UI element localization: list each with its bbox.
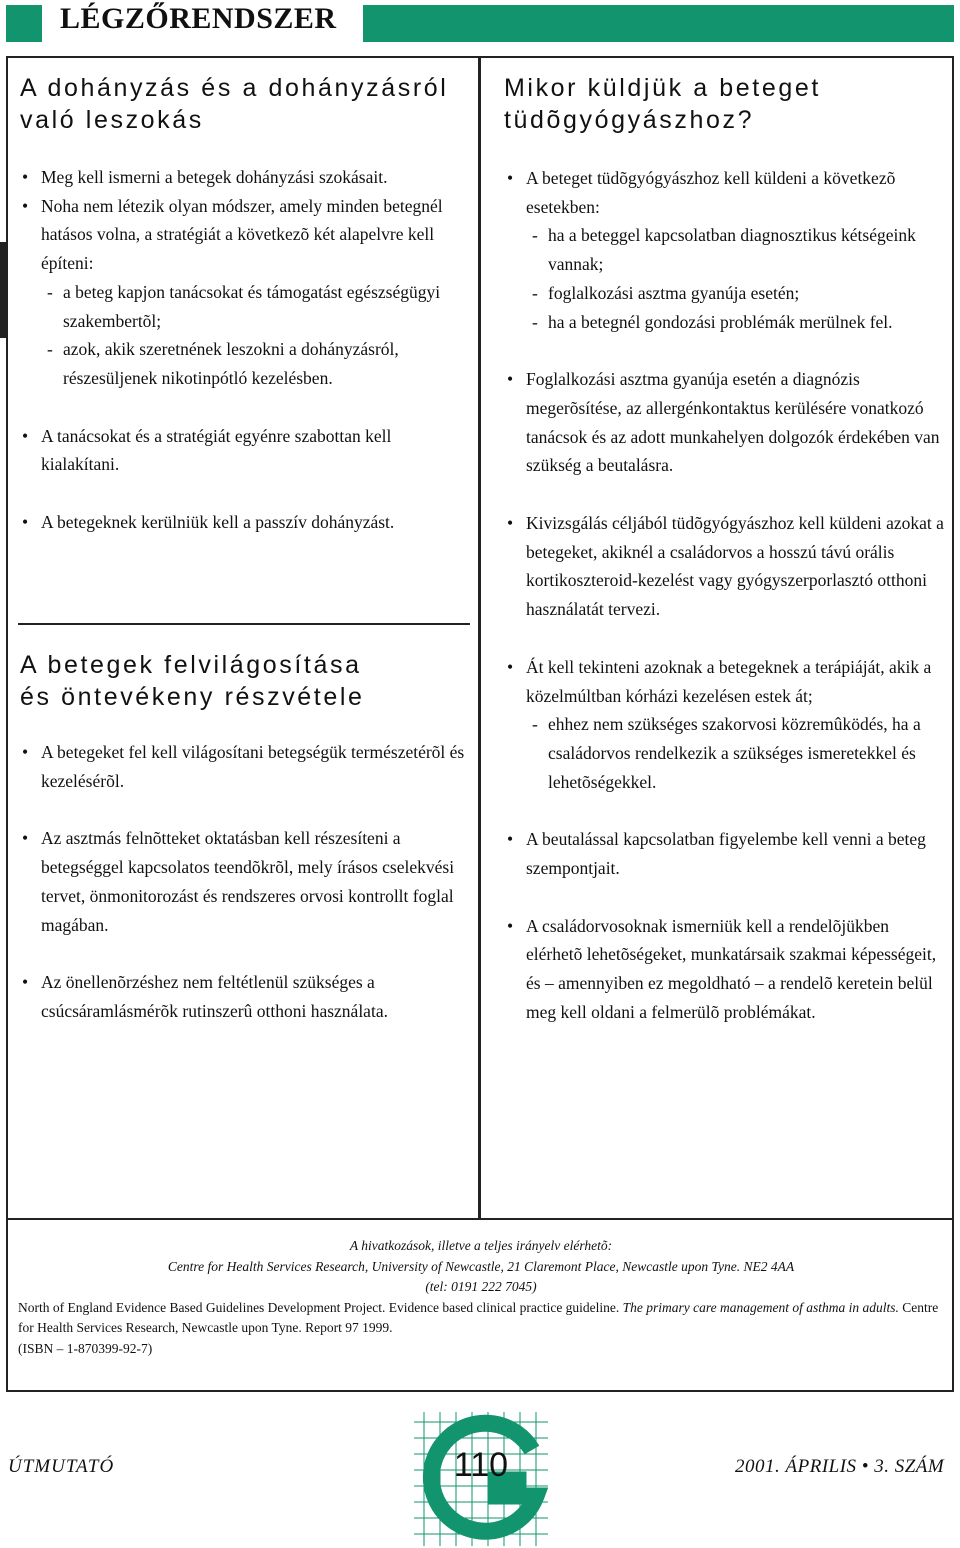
list-item: • Az önellenõrzéshez nem feltétlenül szükséges a csúcsáramlásmérõk rutinszerû otthoni használata. (18, 968, 468, 1025)
list-item: • Foglalkozási asztma gyanúja esetén a diagnózis megerõsítése, az allergénkontaktus kerülésére vonatkozó tanácsok és az adott munkahelyen dolgozók érdekében van szükség a beutalásra. (503, 365, 949, 480)
list-item: • Az asztmás felnõtteket oktatásban kell részesíteni a betegséggel kapcsolatos teendõkrõl, mely írásos cselekvési tervet, önmonitorozást és rendszeres orvosi kontrollt foglal magában. (18, 824, 468, 939)
list-item: • A családorvosoknak ismerniük kell a rendelõjükben elérhetõ lehetõségeket, munkatársaik szakmai képességeit, és – amennyiben ez megoldható – a rendelõ keretein belül meg kell oldani a felmerülõ problémákat. (503, 912, 949, 1027)
section-rule (18, 623, 470, 625)
heading-smoking (20, 72, 448, 136)
footer-phone: (tel: 0191 222 7045) (425, 1279, 537, 1294)
referral-list (503, 164, 949, 1027)
list-item-text: Noha nem létezik olyan módszer, amely minden betegnél hatásos volna, a stratégiát a következõ két alapelvre kell építeni: (41, 195, 443, 274)
sub-item: - ehhez nem szükséges szakorvosi közremûködés, ha a családorvos rendelkezik a szükséges ismeretekkel és lehetõségekkel. (526, 710, 949, 796)
heading-line: való leszokás (20, 106, 204, 134)
heading-line: Mikor küldjük a beteget (504, 74, 821, 102)
list-item (18, 192, 468, 393)
list-item (503, 164, 949, 336)
header-accent-left (6, 5, 42, 42)
footer-availability: A hivatkozások, illetve a teljes irányelv elérhetõ: (349, 1238, 613, 1253)
list-item: • A beutalással kapcsolatban figyelembe kell venni a beteg szempontjait. (503, 825, 949, 882)
list-item: • A betegeket fel kell világosítani betegségük természetérõl és kezelésérõl. (18, 738, 468, 795)
heading-line: tüdõgyógyászhoz? (504, 106, 755, 134)
page-number: 110 (453, 1446, 509, 1484)
footer-citation (18, 1298, 944, 1339)
list-item: • Meg kell ismerni a betegek dohányzási szokásait. (18, 163, 468, 192)
smoking-list (18, 163, 468, 537)
sub-item: - azok, akik szeretnének leszokni a dohányzásról, részesüljenek nikotinpótló kezelésben. (41, 335, 468, 392)
citation-title: The primary care management of asthma in adults. (622, 1299, 899, 1315)
sub-item: - ha a beteggel kapcsolatban diagnosztikus kétségeink vannak; (526, 221, 949, 278)
list-item: • A tanácsokat és a stratégiát egyénre szabottan kell kialakítani. (18, 422, 468, 479)
heading-line: A dohányzás és a dohányzásról (20, 74, 449, 102)
heading-referral (504, 72, 821, 136)
column-divider (478, 56, 481, 1220)
list-item (503, 653, 949, 797)
heading-line: A betegek felvilágosítása (20, 651, 362, 679)
issue-date: 2001. ÁPRILIS • 3. SZÁM (735, 1456, 945, 1477)
sub-item: - ha a betegnél gondozási problémák merülnek fel. (526, 308, 949, 337)
list-item-text: A beteget tüdõgyógyászhoz kell küldeni a következõ esetekben: (526, 168, 896, 217)
footer-divider (6, 1218, 954, 1220)
citation-text: North of England Evidence Based Guidelines Development Project. Evidence based clinical practice guideline. (18, 1299, 623, 1315)
list-item: • Kivizsgálás céljából tüdõgyógyászhoz kell küldeni azokat a betegeket, akiknél a családorvos a hosszú távú orális kortikoszteroid-kezelést vagy gyógyszerporlasztó otthoni használatát tervezi. (503, 509, 949, 624)
footer-references (18, 1236, 944, 1359)
footer-address: Centre for Health Services Research, University of Newcastle, 21 Claremont Place, Newcastle upon Tyne. NE2 4AA (167, 1258, 795, 1274)
sub-item: - a beteg kapjon tanácsokat és támogatást egészségügyi szakembertõl; (41, 278, 468, 335)
heading-line: és öntevékeny részvétele (20, 683, 365, 711)
heading-patient-education (20, 649, 365, 713)
education-list (18, 738, 468, 1026)
citation-text: Centre for Health Services Research, Newcastle upon Tyne. Report 97 1999. (18, 1299, 939, 1335)
footer-isbn: (ISBN – 1-870399-92-7) (18, 1340, 153, 1356)
sub-item: - foglalkozási asztma gyanúja esetén; (526, 279, 949, 308)
publication-name: ÚTMUTATÓ (8, 1456, 115, 1477)
list-item-text: Át kell tekinteni azoknak a betegeknek a terápiáját, akik a közelmúltban kórházi kezelésen estek át; (526, 656, 932, 706)
section-title: LÉGZŐRENDSZER (60, 2, 337, 35)
header-accent-right (363, 5, 954, 42)
margin-mark (0, 242, 6, 338)
list-item: • A betegeknek kerülniük kell a passzív dohányzást. (18, 508, 468, 537)
